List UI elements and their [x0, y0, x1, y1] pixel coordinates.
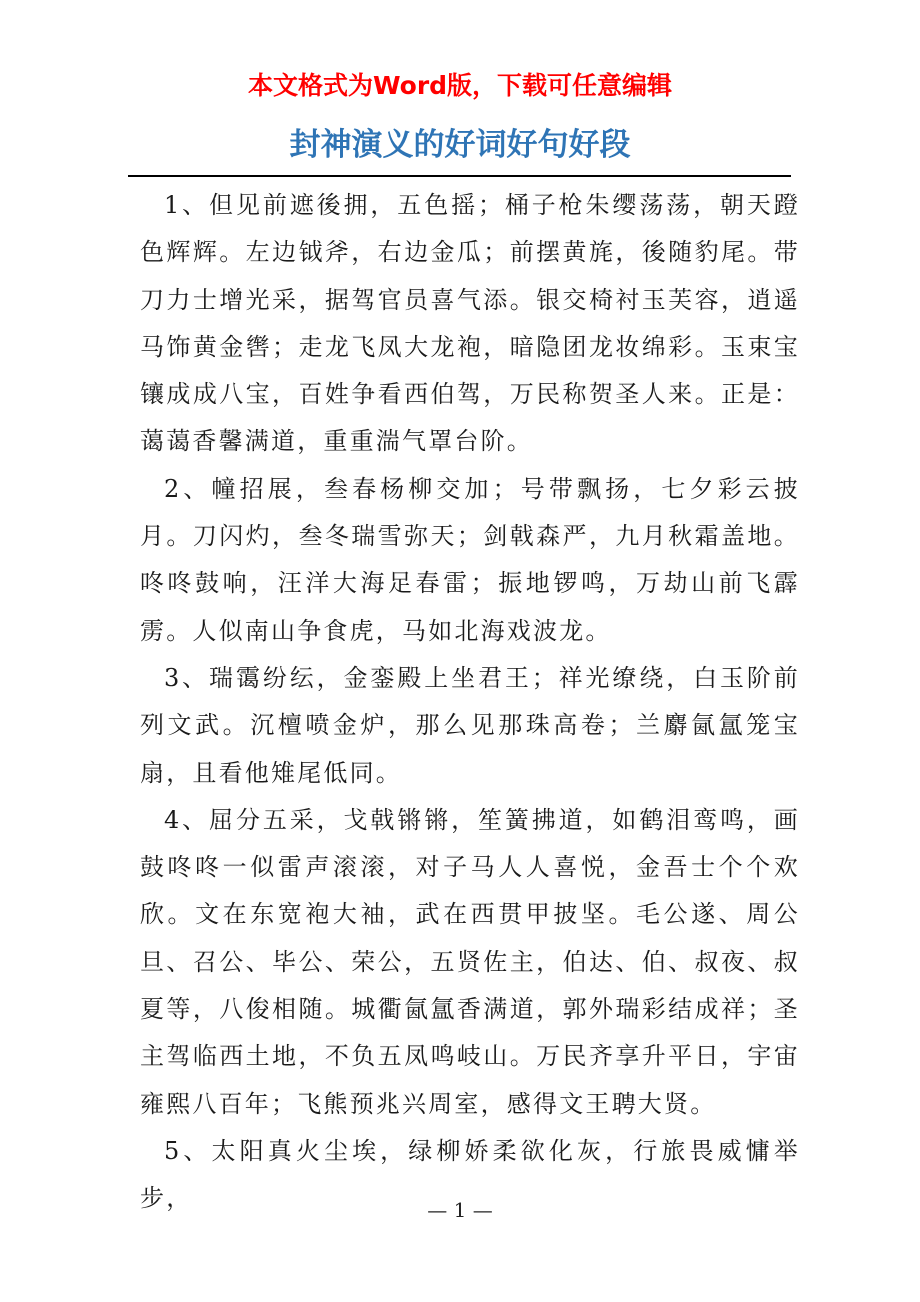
paragraph-5: 5、太阳真火尘埃，绿柳娇柔欲化灰，行旅畏威慵举步， [140, 1136, 800, 1213]
paragraph-4: 4、屈分五采，戈戟锵锵，笙簧拂道，如鹤泪鸾鸣，画鼓咚咚一似雷声滚滚，对子马人人喜悦，金吾士个个欢欣。文在东宽袍大袖，武在西贯甲披坚。毛公遂、周公旦、召公、毕公、荣公，五贤佐主，伯达、伯、叔夜、叔夏等，八俊相随。城衢氤氲香满道，郭外瑞彩结成祥；圣主驾临西土地，不负五凤鸣岐山。万民齐享升平日，宇宙雍熙八百年；飞熊预兆兴周室，感得文王聘大贤。 [140, 805, 800, 1118]
page-number: — 1 — [427, 1198, 493, 1222]
format-banner: 本文格式为Word版，下载可任意编辑 [247, 71, 673, 100]
document-title: 封神演义的好词好句好段 [289, 127, 631, 163]
title-divider [128, 175, 791, 177]
document-body [140, 182, 800, 1223]
paragraph-3: 3、瑞霭纷纭，金銮殿上坐君王；祥光缭绕，白玉阶前列文武。沉檀喷金炉，那么见那珠高卷；兰麝氤氲笼宝扇，且看他雉尾低同。 [140, 663, 800, 787]
paragraph-2: 2、幢招展，叁春杨柳交加；号带飘扬，七夕彩云披月。刀闪灼，叁冬瑞雪弥天；剑戟森严，九月秋霜盖地。咚咚鼓响，汪洋大海足春雷；振地锣鸣，万劫山前飞霹雳。人似南山争食虎，马如北海戏波龙。 [140, 474, 800, 645]
paragraph-1: 1、但见前遮後拥，五色摇；桶子枪朱缨荡荡，朝天蹬色辉辉。左边钺斧，右边金瓜；前摆黄旄，後随豹尾。带刀力士增光采，据驾官员喜气添。银交椅衬玉芙容，逍遥马饰黄金辔；走龙飞凤大龙袍，暗隐团龙妆绵彩。玉束宝镶成成八宝，百姓争看西伯驾，万民称贺圣人来。正是：蔼蔼香馨满道，重重湍气罩台阶。 [140, 191, 800, 456]
